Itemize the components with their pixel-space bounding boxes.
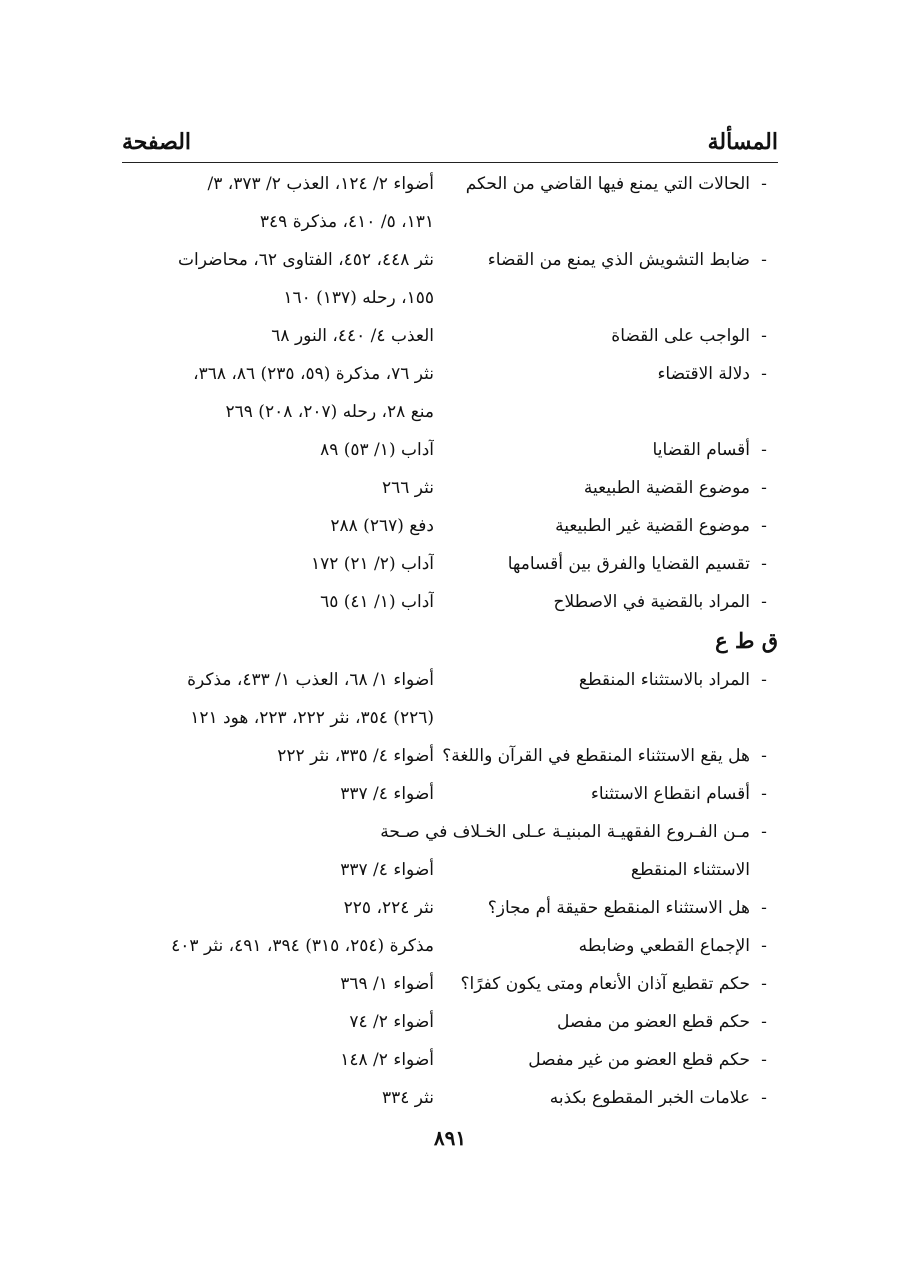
index-entry (122, 507, 778, 545)
entry-topic: الاستثناء المنقطع (630, 860, 750, 880)
entry-page-reference: نثر ٢٦٦ (381, 478, 434, 498)
entry-topic: حكم قطع العضو من غير مفصل (528, 1050, 750, 1070)
index-entry (122, 241, 778, 279)
index-entry (122, 583, 778, 621)
page-column-title: الصفحة (122, 129, 192, 155)
entry-topic: الواجب على القضاة (611, 326, 750, 346)
entry-page-reference: نثر ٢٢٤، ٢٢٥ (343, 898, 434, 918)
index-entries (122, 165, 778, 1117)
entry-topic: علامات الخبر المقطوع بكذبه (549, 1088, 750, 1108)
section-heading: ق ط ع (715, 628, 778, 653)
index-entry (122, 927, 778, 965)
entry-topic: ضابط التشويش الذي يمنع من القضاء (487, 250, 750, 270)
index-entry (122, 737, 778, 775)
entry-page-reference: مذكرة (٢٥٤، ٣١٥) ٣٩٤، ٤٩١، نثر ٤٠٣ (171, 936, 434, 956)
entry-dash: - (761, 516, 767, 536)
index-page (122, 118, 778, 1117)
index-entry (122, 1003, 778, 1041)
index-entry (122, 775, 778, 813)
index-entry-continuation (122, 203, 778, 241)
entry-page-reference: نثر ٣٣٤ (381, 1088, 434, 1108)
index-entry (122, 469, 778, 507)
index-entry-continuation (122, 393, 778, 431)
index-entry (122, 431, 778, 469)
index-entry (122, 661, 778, 699)
entry-topic: المراد بالقضية في الاصطلاح (553, 592, 750, 612)
entry-page-reference: أضواء ١/ ٦٨، العذب ١/ ٤٣٣، مذكرة (187, 670, 434, 690)
entry-page-reference: أضواء ٤/ ٣٣٧ (340, 860, 434, 880)
entry-page-reference: آداب (١/ ٤١) ٦٥ (320, 592, 434, 612)
entry-topic: أقسام القضايا (652, 440, 750, 460)
page-number: ٨٩١ (433, 1126, 467, 1150)
entry-dash: - (761, 670, 767, 690)
entry-page-reference: أضواء ٢/ ٧٤ (349, 1012, 434, 1032)
entry-dash: - (761, 784, 767, 804)
index-entry (122, 965, 778, 1003)
entry-dash: - (761, 898, 767, 918)
entry-topic: الإجماع القطعي وضابطه (578, 936, 750, 956)
entry-page-reference: أضواء ١/ ٣٦٩ (340, 974, 434, 994)
entry-topic: الحالات التي يمنع فيها القاضي من الحكم (465, 174, 750, 194)
entry-topic: تقسيم القضايا والفرق بين أقسامها (507, 554, 750, 574)
entry-topic: أقسام انقطاع الاستثناء (590, 784, 750, 804)
entry-topic: هل الاستثناء المنقطع حقيقة أم مجاز؟ (487, 898, 750, 918)
entry-page-reference: منع ٢٨، رحله (٢٠٧، ٢٠٨) ٢٦٩ (225, 402, 434, 422)
entry-topic: هل يقع الاستثناء المنقطع في القرآن واللغة؟ (442, 746, 750, 766)
entry-page-reference: ١٣١، ٥/ ٤١٠، مذكرة ٣٤٩ (259, 212, 434, 232)
topic-column-title: المسألة (707, 129, 778, 155)
entry-dash: - (761, 440, 767, 460)
entry-dash: - (761, 822, 767, 842)
entry-page-reference: أضواء ٢/ ١٢٤، العذب ٢/ ٣٧٣، ٣/ (207, 174, 434, 194)
index-entry (122, 1041, 778, 1079)
entry-page-reference: العذب ٤/ ٤٤٠، النور ٦٨ (271, 326, 434, 346)
index-entry (122, 317, 778, 355)
entry-dash: - (761, 174, 767, 194)
entry-dash: - (761, 250, 767, 270)
entry-page-reference: ١٥٥، رحله (١٣٧) ١٦٠ (283, 288, 434, 308)
index-entry-continuation (122, 279, 778, 317)
entry-dash: - (761, 364, 767, 384)
index-entry (122, 889, 778, 927)
entry-dash: - (761, 326, 767, 346)
entry-topic: المراد بالاستثناء المنقطع (578, 670, 750, 690)
entry-dash: - (761, 478, 767, 498)
index-entry-continuation (122, 699, 778, 737)
entry-page-reference: أضواء ٤/ ٣٣٧ (340, 784, 434, 804)
entry-dash: - (761, 936, 767, 956)
entry-topic: موضوع القضية غير الطبيعية (555, 516, 750, 536)
index-entry (122, 355, 778, 393)
entry-topic: حكم قطع العضو من مفصل (557, 1012, 750, 1032)
entry-page-reference: دفع (٢٦٧) ٢٨٨ (330, 516, 434, 536)
entry-page-reference: أضواء ٤/ ٣٣٥، نثر ٢٢٢ (277, 746, 434, 766)
entry-dash: - (761, 1088, 767, 1108)
entry-topic: موضوع القضية الطبيعية (583, 478, 750, 498)
index-entry (122, 545, 778, 583)
entry-page-reference: نثر ٧٦، مذكرة (٥٩، ٢٣٥) ٨٦، ٣٦٨، (193, 364, 434, 384)
index-entry (122, 813, 778, 851)
entry-page-reference: نثر ٤٤٨، ٤٥٢، الفتاوى ٦٢، محاضرات (178, 250, 434, 270)
entry-dash: - (761, 592, 767, 612)
entry-page-reference: أضواء ٢/ ١٤٨ (340, 1050, 434, 1070)
column-header (122, 118, 778, 163)
index-entry (122, 851, 778, 889)
entry-topic: دلالة الاقتضاء (657, 364, 750, 384)
entry-page-reference: (٢٢٦) ٣٥٤، نثر ٢٢٢، ٢٢٣، هود ١٢١ (190, 708, 434, 728)
index-entry (122, 1079, 778, 1117)
entry-dash: - (761, 746, 767, 766)
entry-page-reference: آداب (٢/ ٢١) ١٧٢ (310, 554, 434, 574)
entry-dash: - (761, 554, 767, 574)
entry-dash: - (761, 1050, 767, 1070)
index-entry (122, 165, 778, 203)
entry-page-reference: آداب (١/ ٥٣) ٨٩ (320, 440, 434, 460)
entry-topic: مـن الفـروع الفقهيـة المبنيـة عـلى الخـلاف في صـحة (380, 822, 750, 842)
entry-dash: - (761, 974, 767, 994)
entry-topic: حكم تقطيع آذان الأنعام ومتى يكون كفرًا؟ (460, 974, 750, 994)
entry-dash: - (761, 1012, 767, 1032)
